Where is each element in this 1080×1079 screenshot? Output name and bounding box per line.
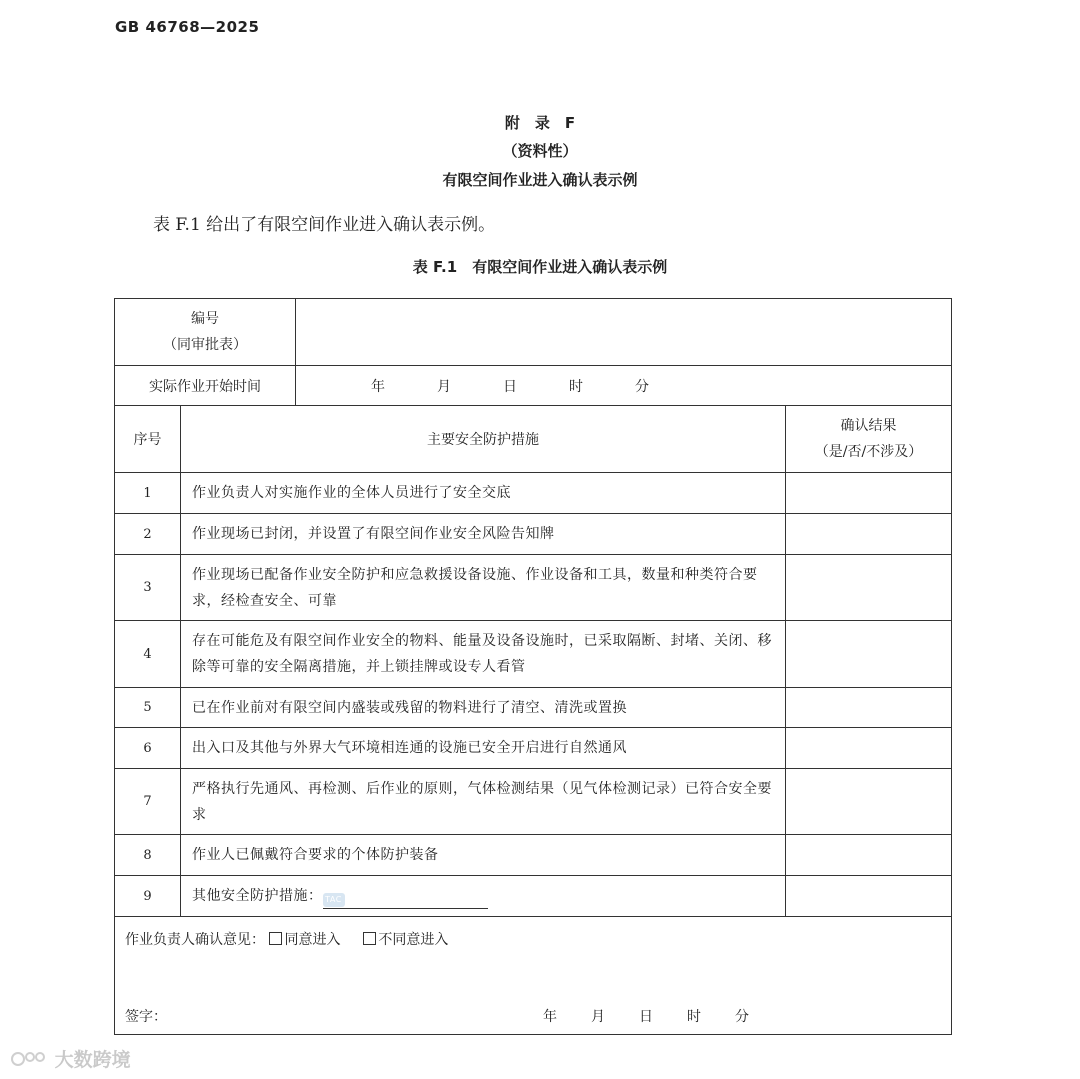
sign-unit-year: 年: [543, 1009, 557, 1025]
confirmation-table: [114, 298, 952, 1035]
watermark: [10, 1045, 131, 1072]
row-result-field[interactable]: [786, 621, 952, 688]
number-value-field[interactable]: [296, 299, 952, 366]
row-measure: 作业现场已封闭，并设置了有限空间作业安全风险告知牌: [181, 514, 786, 555]
appendix-heading: 有限空间作业进入确认表示例: [442, 171, 638, 189]
appendix-nature: （资料性）: [502, 142, 578, 160]
col-header-result-title: 确认结果: [840, 418, 897, 434]
appendix-title: 附 录 F: [504, 114, 576, 132]
agree-checkbox[interactable]: [269, 932, 282, 945]
row-result-field[interactable]: [786, 555, 952, 621]
sign-unit-month: 月: [591, 1009, 605, 1025]
row-result-field[interactable]: [786, 835, 952, 876]
row-measure: 作业人已佩戴符合要求的个体防护装备: [181, 835, 786, 876]
row-result-field[interactable]: [786, 876, 952, 917]
time-unit-minute: 分: [635, 378, 649, 395]
other-measures-input-line[interactable]: [323, 892, 488, 909]
col-header-result-sub: （是/否/不涉及）: [814, 444, 923, 460]
table-row: [115, 835, 952, 876]
row-measure: 作业负责人对实施作业的全体人员进行了安全交底: [181, 473, 786, 514]
row-number: 1: [115, 473, 181, 514]
row-measure: 严格执行先通风、再检测、后作业的原则，气体检测结果（见气体检测记录）已符合安全要求: [181, 769, 786, 835]
row-result-field[interactable]: [786, 473, 952, 514]
table-row: [115, 876, 952, 917]
row-number: 5: [115, 688, 181, 728]
row-measure: 出入口及其他与外界大气环境相连通的设施已安全开启进行自然通风: [181, 728, 786, 769]
row-number: 4: [115, 621, 181, 688]
col-header-result: [786, 406, 952, 473]
row-number: 8: [115, 835, 181, 876]
table-row: [115, 555, 952, 621]
start-time-row: [115, 366, 952, 406]
row-measure: 存在可能危及有限空间作业安全的物料、能量及设备设施时，已采取隔断、封堵、关闭、移除等可靠的安全隔离措施，并上锁挂牌或设专人看管: [181, 621, 786, 688]
number-label: 编号: [191, 311, 219, 327]
number-row: [115, 299, 952, 366]
table-row: [115, 688, 952, 728]
row-measure: [181, 876, 786, 917]
time-unit-hour: 时: [569, 378, 583, 395]
intro-paragraph: 表 F.1 给出了有限空间作业进入确认表示例。: [153, 215, 496, 235]
disagree-checkbox[interactable]: [363, 932, 376, 945]
opinion-line: [125, 929, 448, 949]
table-row: [115, 728, 952, 769]
standard-number: GB 46768—2025: [115, 18, 260, 36]
row-result-field[interactable]: [786, 688, 952, 728]
opinion-label: 作业负责人确认意见：: [125, 932, 265, 948]
watermark-chip: TAC: [323, 893, 345, 907]
row-number: 2: [115, 514, 181, 555]
sign-unit-day: 日: [639, 1009, 653, 1025]
number-label-cell: [115, 299, 296, 366]
disagree-label: 不同意进入: [378, 932, 449, 948]
table-row: [115, 514, 952, 555]
watermark-text: 大数跨境: [54, 1049, 131, 1071]
watermark-logo-icon: [10, 1048, 48, 1070]
row-measure: 作业现场已配备作业安全防护和应急救援设备设施、作业设备和工具，数量和种类符合要求，经检查安全、可靠: [181, 555, 786, 621]
sign-unit-minute: 分: [735, 1009, 749, 1025]
row-result-field[interactable]: [786, 514, 952, 555]
col-header-seq: 序号: [115, 406, 181, 473]
confirmation-cell: [115, 917, 952, 1035]
row-number: 3: [115, 555, 181, 621]
sign-unit-hour: 时: [687, 1009, 701, 1025]
other-measures-label: 其他安全防护措施：: [192, 888, 323, 904]
col-header-measures: 主要安全防护措施: [181, 406, 786, 473]
row-result-field[interactable]: [786, 728, 952, 769]
time-unit-month: 月: [437, 378, 451, 395]
number-sub-label: （同审批表）: [163, 337, 247, 353]
signature-label[interactable]: 签字：: [125, 1009, 167, 1025]
signature-time-field[interactable]: [543, 1006, 765, 1026]
row-number: 6: [115, 728, 181, 769]
start-time-label: 实际作业开始时间: [115, 366, 296, 406]
table-row: [115, 473, 952, 514]
row-number: 7: [115, 769, 181, 835]
start-time-field[interactable]: [296, 366, 952, 406]
time-unit-day: 日: [503, 378, 517, 395]
table-row: [115, 769, 952, 835]
confirmation-row: [115, 917, 952, 1035]
row-result-field[interactable]: [786, 769, 952, 835]
table-row: [115, 621, 952, 688]
column-header-row: [115, 406, 952, 473]
table-caption: 表 F.1 有限空间作业进入确认表示例: [412, 258, 668, 276]
row-number: 9: [115, 876, 181, 917]
row-measure: 已在作业前对有限空间内盛装或残留的物料进行了清空、清洗或置换: [181, 688, 786, 728]
agree-label: 同意进入: [284, 932, 341, 948]
time-unit-year: 年: [371, 378, 385, 395]
